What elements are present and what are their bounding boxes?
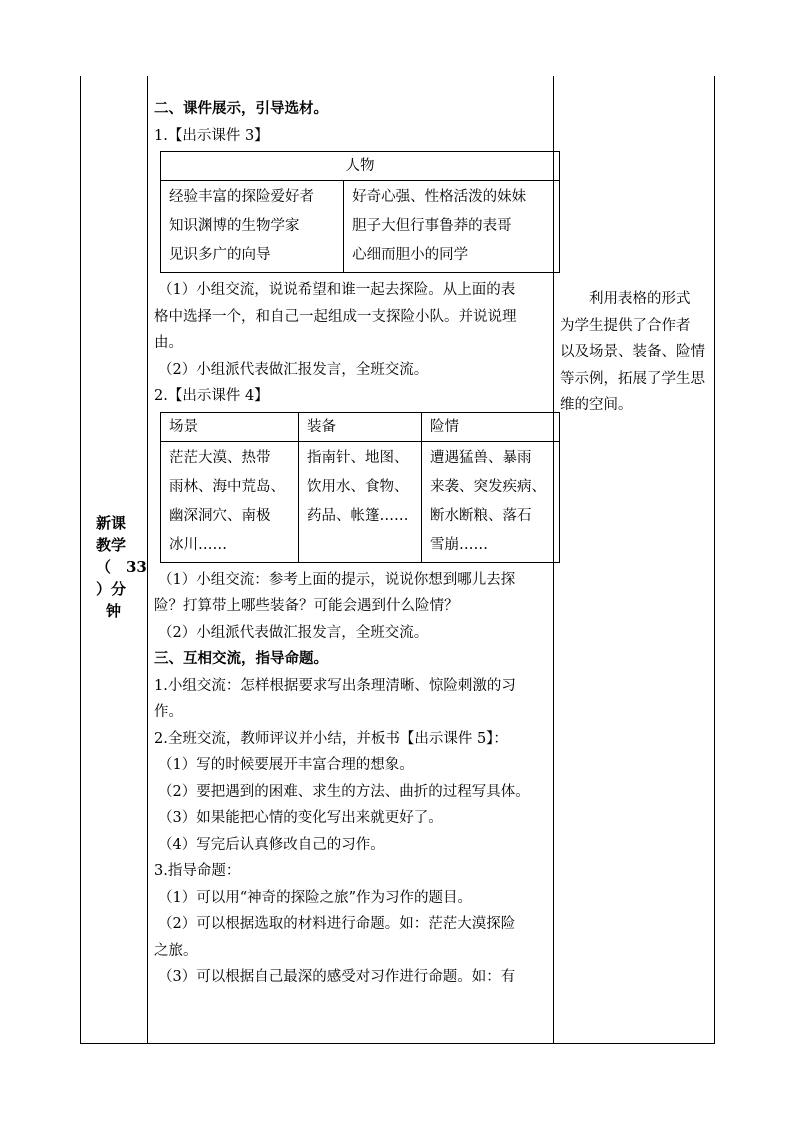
characters-table xyxy=(160,151,560,273)
section-2-title: 二、课件展示，引导选材。 xyxy=(154,100,328,117)
design-note: 利用表格的形式 为学生提供了合作者 以及场景、装备、险情 等示例，拓展了学生思 维的空间。 xyxy=(560,291,705,413)
item-2: 2.【出示课件 4】 xyxy=(154,388,269,404)
characters-right: 好奇心强、性格活泼的妹妹 胆子大但行事鲁莽的表哥 心细而胆小的同学 xyxy=(344,181,560,273)
item-1: 1.【出示课件 3】 xyxy=(154,127,269,144)
characters-left: 经验丰富的探险爱好者 知识渊博的生物学家 见识多广的向导 xyxy=(161,181,344,273)
column-divider-1 xyxy=(147,76,148,1043)
equipment-cell: 指南针、地图、 饮用水、食物、 药品、帐篷…… xyxy=(299,441,422,562)
dangers-cell: 遭遇猛兽、暴雨 来袭、突发疾病、 断水断粮、落石 雪崩…… xyxy=(421,441,559,562)
characters-header: 人物 xyxy=(161,152,560,181)
section-label: 新课 教学 （ 33 ）分 钟 xyxy=(96,514,147,620)
scenario-table: 场景 装备 险情 茫茫大漠、热带 雨林、海中荒岛、 幽深洞穴、南极 冰川…… 指南针、地图、 饮用水、食物、 药品、帐篷…… 遭遇猛兽、暴雨 来袭、突发疾病、 断水断粮、落石 雪崩…… xyxy=(160,412,560,563)
lesson-content: 二、课件展示，引导选材。 1.【出示课件 3】 人物 经验丰富的探险爱好者 知识渊博的生物学家 见识多广的向导 好奇心强、性格活泼的妹妹 胆子大但行事鲁莽的表哥 心细而胆小的同学 （1）小组交流，说说希望和谁一起去探险。从上面的表 格中选择一个，和自己一起组成一支探险小队。并说说理 由。 （2）小组派代表做汇报发言，全班交流。 2.【出示课件 4】 场景 装备 险情 茫茫大漠、热带 雨林、海中荒岛、 幽深洞穴、南极 冰川…… 指南针、地图、 饮用水、食物、 药品、帐篷…… 遭遇猛兽、暴雨 来袭、突发疾病、 断水断粮、落石 雪崩…… （1）小组交流：参考上面的提示，说说你想到哪儿去探 险？打算带上哪些装备？可能会遇到什么险情？ （2）小组派代表做汇报发言，全班交流。 三、互相交流，指导命题。 1.小组交流：怎样根据要求写出条理清晰、惊险刺激的习 作。 2.全班交流，教师评议并小结，并板书【出示课件 5】： （1）写的时候要展开丰富合理的想象。 （2）要把遇到的困难、求生的方法、曲折的过程写具体。 （3）如果能把心情的变化写出来就更好了。 （4）写完后认真修改自己的习作。 3.指导命题： （1）可以用“神奇的探险之旅”作为习作的题目。 （2）可以根据选取的材料进行命题。如：茫茫大漠探险 之旅。 （3）可以根据自己最深的感受对习作进行命题。如：有 xyxy=(154,96,554,991)
section-3-title: 三、互相交流，指导命题。 xyxy=(154,650,328,667)
scenes-cell: 茫茫大漠、热带 雨林、海中荒岛、 幽深洞穴、南极 冰川…… xyxy=(161,441,299,562)
